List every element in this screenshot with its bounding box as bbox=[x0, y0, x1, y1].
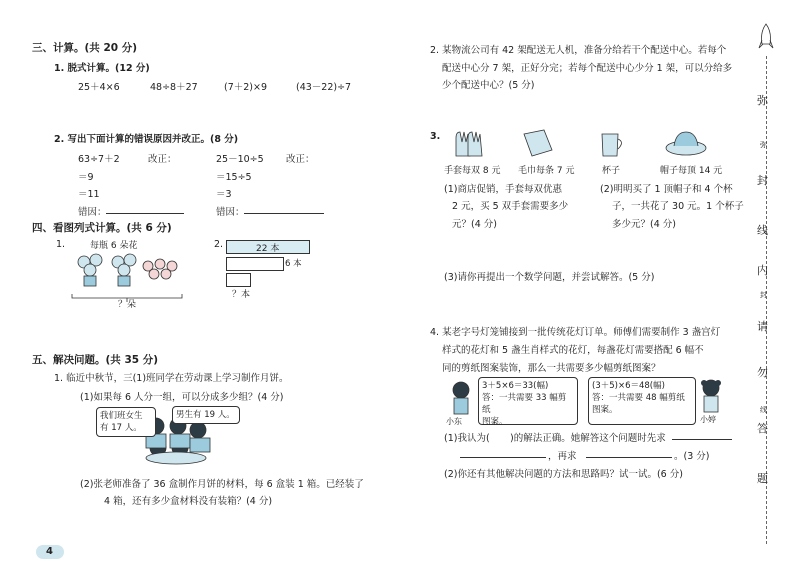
item-gloves-label: 手套每双 8 元 bbox=[444, 166, 501, 176]
p1-intro: 1. 临近中秋节，三(1)班同学在劳动课上学习制作月饼。 bbox=[54, 373, 289, 384]
seal-char-6: 勿 bbox=[757, 366, 768, 379]
p4-sub1-answer-line-3[interactable] bbox=[586, 447, 672, 458]
q2b-error-answer-line[interactable] bbox=[244, 203, 324, 214]
p1-sub2-line1: (2)张老师准备了 36 盒制作月饼的材料，每 6 盒装 1 箱。已经装了 bbox=[80, 479, 364, 490]
solution-a-line2: 答：一共需要 33 幅剪纸 bbox=[482, 393, 567, 415]
p3-sub3: (3)请你再提出一个数学问题，并尝试解答。(5 分) bbox=[444, 272, 655, 283]
seal-char-1: 弥 bbox=[757, 94, 768, 107]
q2a-line-2: ＝9 bbox=[78, 172, 94, 183]
flower-question: ？朵 bbox=[118, 300, 137, 310]
section-4-title: 四、看图列式计算。(共 6 分) bbox=[32, 222, 172, 234]
solution-a-bubble bbox=[478, 377, 578, 425]
q1-title: 1. 脱式计算。(12 分) bbox=[54, 63, 150, 74]
speech-bubble-boys: 男生有 19 人。 bbox=[172, 406, 240, 424]
p1-sub2-line2: 4 箱，还有多少盒材料没有装箱？(4 分) bbox=[104, 496, 273, 507]
q2a-line-1: 63÷7＋2 bbox=[78, 154, 120, 165]
seal-small-2: 封 bbox=[760, 291, 767, 299]
solution-a-line3: 图案。 bbox=[482, 417, 508, 427]
p4-sub1-then: ，再求 bbox=[548, 451, 577, 462]
girl-xiaoting-icon bbox=[696, 378, 726, 418]
name-xiaodong: 小东 bbox=[446, 417, 462, 426]
q2a-fix-label: 改正： bbox=[148, 154, 177, 165]
bar-question: ？本 bbox=[232, 290, 251, 300]
q2b-line-1: 25－10÷5 bbox=[216, 154, 264, 165]
p2-line1: 2. 某物流公司有 42 架配送无人机，准备分给若干个配送中心。若每个 bbox=[430, 45, 727, 56]
name-xiaoting: 小婷 bbox=[700, 415, 716, 424]
diff-label: 6 本 bbox=[285, 259, 302, 269]
q2b-fix-label: 改正： bbox=[286, 154, 315, 165]
q2a-error-answer-line[interactable] bbox=[106, 203, 184, 214]
p2-line2: 配送中心分 7 架，正好分完；若每个配送中心少分 1 架，可以分给多 bbox=[442, 63, 733, 74]
p3-number: 3. bbox=[430, 131, 441, 142]
p3-sub2-line2: 子，一共花了 30 元。1 个杯子 bbox=[612, 201, 744, 212]
total-bar-label: 22 本 bbox=[256, 244, 280, 254]
q2b-error-label: 错因： bbox=[216, 207, 245, 218]
solution-b-bubble bbox=[588, 377, 696, 425]
part-bar bbox=[226, 257, 284, 271]
rocket-icon bbox=[757, 22, 775, 52]
p3-sub1-line1: (1)商店促销，手套每双优惠 bbox=[444, 184, 562, 195]
q2a-line-3: ＝11 bbox=[78, 189, 100, 200]
solution-a-line1: 3＋5×6＝33(幅) bbox=[482, 381, 549, 391]
seal-char-8: 题 bbox=[757, 472, 768, 485]
p4-line1: 4. 某老字号灯笼铺接到一批传统花灯订单。师傅们需要制作 3 盏宫灯 bbox=[430, 327, 721, 338]
p4-sub1-answer-line-1[interactable] bbox=[672, 429, 732, 440]
picture-num-2: 2. bbox=[214, 239, 224, 250]
hat-icon bbox=[664, 128, 708, 158]
p2-line3: 少个配送中心？(5 分) bbox=[442, 80, 535, 91]
speech-bubble-girls: 我们班女生 有 17 人。 bbox=[96, 407, 156, 437]
solution-b-line2: 答：一共需要 48 幅剪纸 bbox=[592, 393, 685, 403]
page-number: 4 bbox=[46, 546, 53, 557]
p4-sub1-score: 。(3 分) bbox=[674, 451, 710, 462]
q1-expr-2: 48÷8＋27 bbox=[150, 82, 198, 93]
towel-icon bbox=[520, 128, 556, 158]
section-3-title: 三、计算。(共 20 分) bbox=[32, 42, 138, 54]
seal-char-5: 请 bbox=[757, 320, 768, 333]
small-bar bbox=[226, 273, 251, 287]
seal-char-7: 答 bbox=[757, 422, 768, 435]
p4-line3: 同的剪纸图案装饰，那么一共需要多少幅剪纸图案？ bbox=[442, 363, 661, 374]
q1-expr-3: (7＋2)×9 bbox=[224, 82, 268, 93]
flower-label: 每瓶 6 朵花 bbox=[90, 241, 138, 251]
solution-b-line1: (3＋5)×6＝48(幅) bbox=[592, 381, 665, 391]
item-cup-label: 杯子 bbox=[602, 166, 621, 176]
p3-sub1-line3: 元？(4 分) bbox=[452, 219, 497, 230]
item-hat-label: 帽子每顶 14 元 bbox=[660, 166, 723, 176]
q2-title: 2. 写出下面计算的错误原因并改正。(8 分) bbox=[54, 134, 239, 145]
p3-sub1-line2: 2 元，买 5 双手套需要多少 bbox=[452, 201, 569, 212]
seal-char-4: 内 bbox=[757, 264, 768, 277]
item-towel-label: 毛巾每条 7 元 bbox=[518, 166, 575, 176]
solution-b-line3: 图案。 bbox=[592, 405, 618, 415]
p4-sub2: (2)你还有其他解决问题的方法和思路吗？试一试。(6 分) bbox=[444, 469, 683, 480]
q2b-line-2: ＝15÷5 bbox=[216, 172, 252, 183]
cup-icon bbox=[598, 130, 628, 158]
seal-small-1: 弥 bbox=[760, 141, 767, 149]
q1-expr-4: (43－22)÷7 bbox=[296, 82, 352, 93]
q2b-line-3: ＝3 bbox=[216, 189, 232, 200]
p4-sub1-rest: )的解法正确。她解答这个问题时先求 bbox=[510, 433, 666, 444]
gloves-icon bbox=[450, 128, 486, 158]
p4-line2: 样式的花灯和 5 盏生肖样式的花灯，每盏花灯需要搭配 6 幅不 bbox=[442, 345, 704, 356]
q1-expr-1: 25＋4×6 bbox=[78, 82, 120, 93]
p1-sub1: (1)如果每 6 人分一组，可以分成多少组？(4 分) bbox=[80, 392, 284, 403]
seal-char-3: 线 bbox=[757, 224, 768, 237]
seal-char-2: 封 bbox=[757, 174, 768, 187]
q2a-error-label: 错因： bbox=[78, 207, 107, 218]
seal-small-3: 线 bbox=[760, 406, 767, 414]
boy-xiaodong-icon bbox=[446, 380, 476, 420]
p3-sub2-line1: (2)明明买了 1 顶帽子和 4 个杯 bbox=[600, 184, 733, 195]
picture-num-1: 1. bbox=[56, 239, 66, 250]
p3-sub2-line3: 多少元？(4 分) bbox=[612, 219, 676, 230]
p4-sub1-answer-line-2[interactable] bbox=[460, 447, 546, 458]
p4-sub1-start: (1)我认为( bbox=[444, 433, 490, 444]
section-5-title: 五、解决问题。(共 35 分) bbox=[32, 354, 159, 366]
